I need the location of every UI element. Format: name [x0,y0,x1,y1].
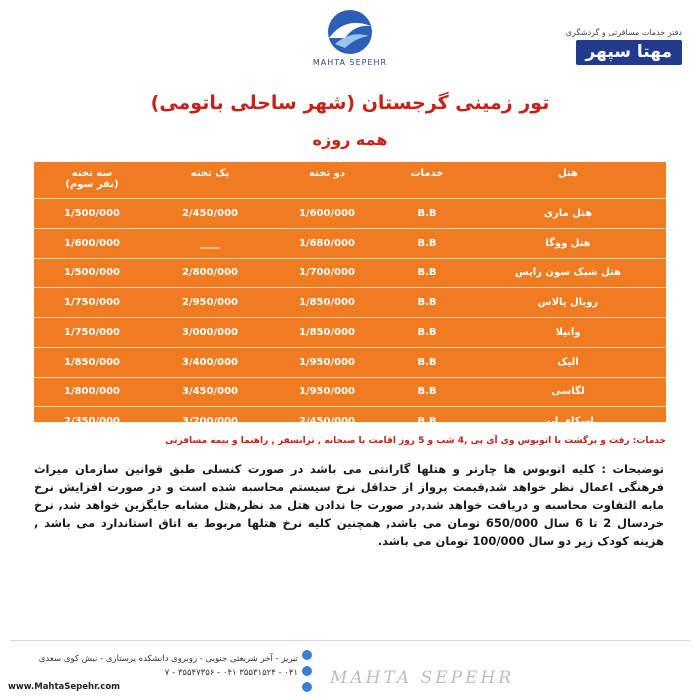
cell-single: 2/950/000 [150,288,270,318]
cell-triple: 1/750/000 [34,288,150,318]
cell-services: B.B [384,228,470,258]
agency-name: مهتا سپهر [576,40,682,65]
cell-services: B.B [384,288,470,318]
table-row [34,288,666,318]
col-header-triple-line2: (نفر سوم) [65,179,119,190]
cell-double: 1/850/000 [270,288,384,318]
cell-single: 2/450/000 [150,199,270,229]
cell-single: 2/800/000 [150,258,270,288]
cell-triple: 1/800/000 [34,377,150,407]
footer-divider [10,640,690,641]
cell-triple: 2/350/000 [34,407,150,436]
table-row [34,199,666,229]
footer-contact [8,652,298,694]
cell-single: 3/000/000 [150,318,270,348]
col-header-single: یک تخته [190,168,230,179]
col-header-triple [34,162,150,199]
table-row [34,347,666,377]
cell-triple: 1/850/000 [34,347,150,377]
col-header-services: خدمات [410,168,444,179]
cell-double: 1/850/000 [270,318,384,348]
agency-subtitle: دفتر خدمات مسافرتی و گردشگری [565,28,682,37]
footer-phones: ۰۴۱ - ۳۵۵۳۱۵۲۴ ۰۴۱ - ۳۵۵۴۷۳۵۶ - ۷ [164,668,298,678]
location-pin-icon [302,650,312,660]
table-row [34,258,666,288]
table-header-row [34,162,666,199]
cell-single: 3/200/000 [150,407,270,436]
col-header-double: دو تخته [309,168,345,179]
cell-services: B.B [384,377,470,407]
table-row [34,377,666,407]
footer-website-link[interactable]: www.MahtaSepehr.com [8,682,121,692]
cell-hotel: وانیلا [470,318,666,348]
cell-hotel: هتل ماری [470,199,666,229]
cell-services: B.B [384,407,470,436]
cell-hotel: اسکای این [470,407,666,436]
cell-services: B.B [384,199,470,229]
price-table [34,162,666,436]
price-table-container [34,162,666,428]
agency-logo [512,28,682,65]
col-header-hotel: هتل [558,168,578,179]
cell-hotel: رویال پالاس [470,288,666,318]
cell-double: 2/450/000 [270,407,384,436]
col-header-triple-line1: سه تخته [71,168,113,179]
cell-single: 3/400/000 [150,347,270,377]
center-brand-text: MAHTA SEPEHR [312,58,388,67]
table-row [34,407,666,436]
page-subtitle: همه روزه [312,130,388,149]
cell-triple: 1/500/000 [34,258,150,288]
cell-services: B.B [384,347,470,377]
footer-brand: MAHTA SEPEHR [330,668,515,688]
cell-double: 1/700/000 [270,258,384,288]
cell-single: ____ [150,228,270,258]
cell-double: 1/600/000 [270,199,384,229]
footer-icons [302,650,316,698]
cell-services: B.B [384,318,470,348]
cell-hotel: الیک [470,347,666,377]
cell-triple: 1/750/000 [34,318,150,348]
table-row [34,228,666,258]
globe-icon [302,682,312,692]
cell-single: 3/450/000 [150,377,270,407]
cell-triple: 1/600/000 [34,228,150,258]
center-logo [300,8,400,78]
phone-icon [302,666,312,676]
cell-double: 1/950/000 [270,377,384,407]
wave-logo-icon [315,8,385,56]
cell-hotel: هتل شیک سون رایس [470,258,666,288]
page-title: تور زمینی گرجستان (شهر ساحلی باتومی) [150,92,550,114]
cell-services: B.B [384,258,470,288]
cell-hotel: لگاسی [470,377,666,407]
cell-double: 1/950/000 [270,347,384,377]
notes-paragraph: توضیحات : کلیه اتوبوس ها چارتر و هتلها گارانتی می باشد در صورت کنسلی طبق قوانین سازمان میراث فرهنگی اعمال نظر خواهد شد,قیمت پرواز از حداقل نرخ سیستم محاسبه شده است و در صورت افزایش نرخ مابه التفاوت محاسبه و دریافت خواهد شد,در صورت جا ندادن هتل مد نظر,هتل مشابه جایگزین خواهد شد, نرخ خردسال 2 تا 6 سال 650/000 تومان می باشد, همچنین کلیه نرخ هتلها مربوط به اتاق استاندارد می باشد , هزینه کودک زیر دو سال 100/000 تومان می باشد. [34,462,664,548]
cell-double: 1/680/000 [270,228,384,258]
cell-triple: 1/500/000 [34,199,150,229]
table-row [34,318,666,348]
cell-hotel: هتل ووگا [470,228,666,258]
footer-address: تبریز - آخر شریعتی جنوبی - روبروی دانشکده پرستاری - نبش کوی سعدی [38,654,298,664]
services-line: خدمات: رفت و برگشت با اتوبوس وی آی پی ,4 شب و 5 روز اقامت با صبحانه , ترانسفر , راهنما و بیمه مسافرتی [165,436,666,446]
